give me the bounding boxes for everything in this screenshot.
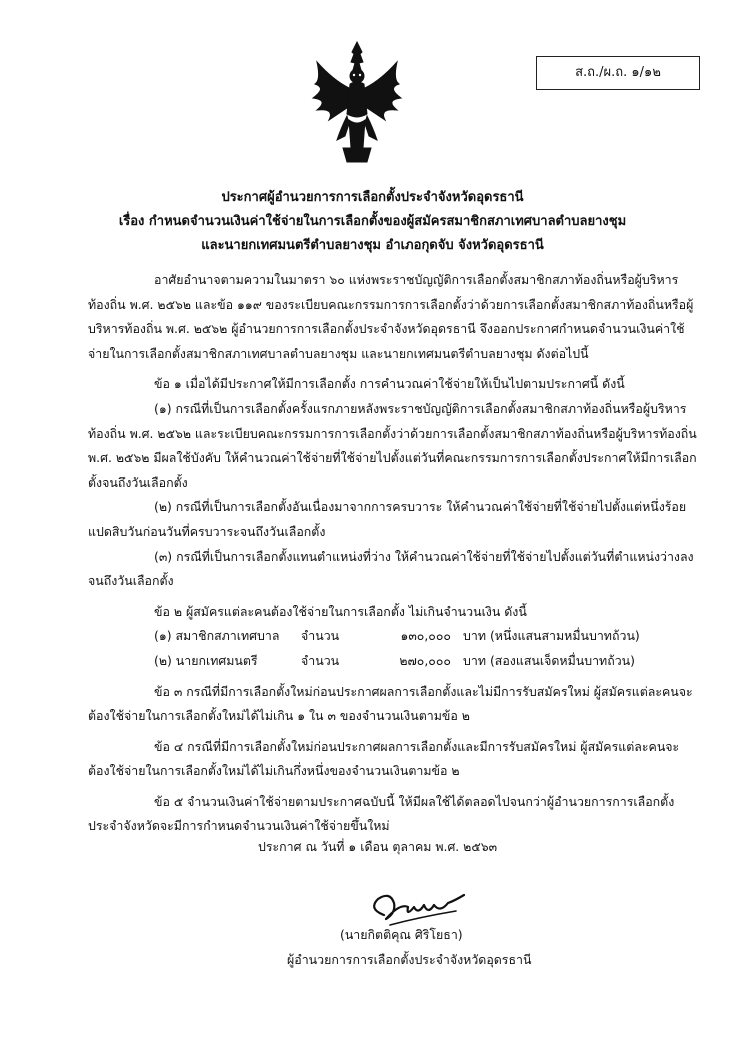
announcement-date: ประกาศ ณ วันที่ ๑ เดือน ตุลาคม พ.ศ. ๒๕๖๓ — [258, 839, 498, 854]
amount-in-words: (สองแสนเจ็ดหมื่นบาทถ้วน) — [489, 652, 635, 668]
clause-5-paragraph: ข้อ ๕ จำนวนเงินค่าใช้จ่ายตามประกาศฉบับนี้ ให้มีผลใช้ได้ตลอดไปจนกว่าผู้อำนวยการการเลือกตั้งประจำจังหวัดจะมีการกำหนดจำนวนเงินค่าใช้จ่ายขึ้นใหม่ — [88, 793, 675, 834]
signer-position: ผู้อำนวยการการเลือกตั้งประจำจังหวัดอุดรธานี — [287, 952, 532, 967]
signer-name: (นายกิตติคุณ ศิริโยธา) — [340, 927, 463, 942]
subject-line-continued: และนายกเทศมนตรีตำบลยางชุม อำเภอกุดจับ จังหวัดอุดรธานี — [201, 238, 544, 253]
spending-limit-row — [88, 649, 698, 674]
announcement-body — [88, 268, 698, 839]
clause-4-paragraph: ข้อ ๔ กรณีที่มีการเลือกตั้งใหม่ก่อนประกาศผลการเลือกตั้งและมีการรับสมัครใหม่ ผู้สมัครแต่ละคนจะต้องใช้จ่ายในการเลือกตั้งใหม่ได้ไม่เกินกึ่งหนึ่งของจำนวนเงินตามข้อ ๒ — [88, 738, 680, 779]
amount-value: ๑๓๐,๐๐๐ — [400, 628, 451, 644]
currency-unit: บาท — [463, 652, 486, 668]
document-number-box: ส.ถ./ผ.ถ. ๑/๑๒ — [536, 56, 700, 90]
clause-1-item-3: (๓) กรณีที่เป็นการเลือกตั้งแทนตำแหน่งที่ว่าง ให้คำนวณค่าใช้จ่ายที่ใช้จ่ายไปตั้งแต่วันที่ตำแหน่งว่างลงจนถึงวันเลือกตั้ง — [88, 548, 694, 589]
preamble-paragraph: อาศัยอำนาจตามความในมาตรา ๖๐ แห่งพระราชบัญญัติการเลือกตั้งสมาชิกสภาท้องถิ่นหรือผู้บริหารท้องถิ่น พ.ศ. ๒๕๖๒ และข้อ ๑๑๙ ของระเบียบคณะกรรมการการเลือกตั้งว่าด้วยการเลือกตั้งสมาชิกสภาท้องถิ่นหรือผู้บริหารท้องถิ่น พ.ศ. ๒๕๖๒ ผู้อำนวยการการเลือกตั้งประจำจังหวัดอุดรธานี จึงออกประกาศกำหนดจำนวนเงินค่าใช้จ่ายในการเลือกตั้งสมาชิกสภาเทศบาลตำบลยางชุม และนายกเทศมนตรีตำบลยางชุม ดังต่อไปนี้ — [88, 272, 694, 361]
clause-2-heading: ข้อ ๒ ผู้สมัครแต่ละคนต้องใช้จ่ายในการเลือกตั้ง ไม่เกินจำนวนเงิน ดังนี้ — [154, 603, 527, 619]
amount-in-words: (หนึ่งแสนสามหมื่นบาทถ้วน) — [489, 628, 640, 644]
position-label: (๒) นายกเทศมนตรี — [154, 652, 258, 668]
clause-1-item-1: (๑) กรณีที่เป็นการเลือกตั้งครั้งแรกภายหลังพระราชบัญญัติการเลือกตั้งสมาชิกสภาท้องถิ่นหรือผู้บริหารท้องถิ่น พ.ศ. ๒๕๖๒ และระเบียบคณะกรรมการการเลือกตั้งว่าด้วยการเลือกตั้งสมาชิกสภาท้องถิ่นหรือผู้บริหารท้องถิ่น พ.ศ. ๒๕๖๒ มีผลใช้บังคับ ให้คำนวณค่าใช้จ่ายที่ใช้จ่ายไปตั้งแต่วันที่คณะกรรมการการเลือกตั้งประกาศให้มีการเลือกตั้งจนถึงวันเลือกตั้ง — [88, 400, 697, 490]
currency-unit: บาท — [463, 628, 486, 644]
clause-3-paragraph: ข้อ ๓ กรณีที่มีการเลือกตั้งใหม่ก่อนประกาศผลการเลือกตั้งและไม่มีการรับสมัครใหม่ ผู้สมัครแต่ละคนจะต้องใช้จ่ายในการเลือกตั้งใหม่ได้ไม่เกิน ๑ ใน ๓ ของจำนวนเงินตามข้อ ๒ — [88, 683, 693, 724]
clause-1-heading: ข้อ ๑ เมื่อได้มีประกาศให้มีการเลือกตั้ง การคำนวณค่าใช้จ่ายให้เป็นไปตามประกาศนี้ ดังนี้ — [154, 376, 625, 392]
amount-value: ๒๗๐,๐๐๐ — [399, 652, 451, 668]
garuda-emblem-icon — [307, 36, 407, 166]
position-label: (๑) สมาชิกสภาเทศบาล — [154, 628, 280, 644]
quantity-label: จำนวน — [301, 652, 340, 668]
spending-limit-row — [88, 624, 698, 649]
clause-1-item-2: (๒) กรณีที่เป็นการเลือกตั้งอันเนื่องมาจากการครบวาระ ให้คำนวณค่าใช้จ่ายที่ใช้จ่ายไปตั้งแต่หนึ่งร้อยแปดสิบวันก่อนวันที่ครบวาระจนถึงวันเลือกตั้ง — [88, 499, 687, 539]
quantity-label: จำนวน — [301, 628, 340, 644]
subject-line: เรื่อง กำหนดจำนวนเงินค่าใช้จ่ายในการเลือกตั้งของผู้สมัครสมาชิกสภาเทศบาลตำบลยางชุม — [118, 214, 627, 229]
title-line: ประกาศผู้อำนวยการการเลือกตั้งประจำจังหวัดอุดรธานี — [221, 190, 524, 205]
announcement-title — [60, 186, 685, 258]
